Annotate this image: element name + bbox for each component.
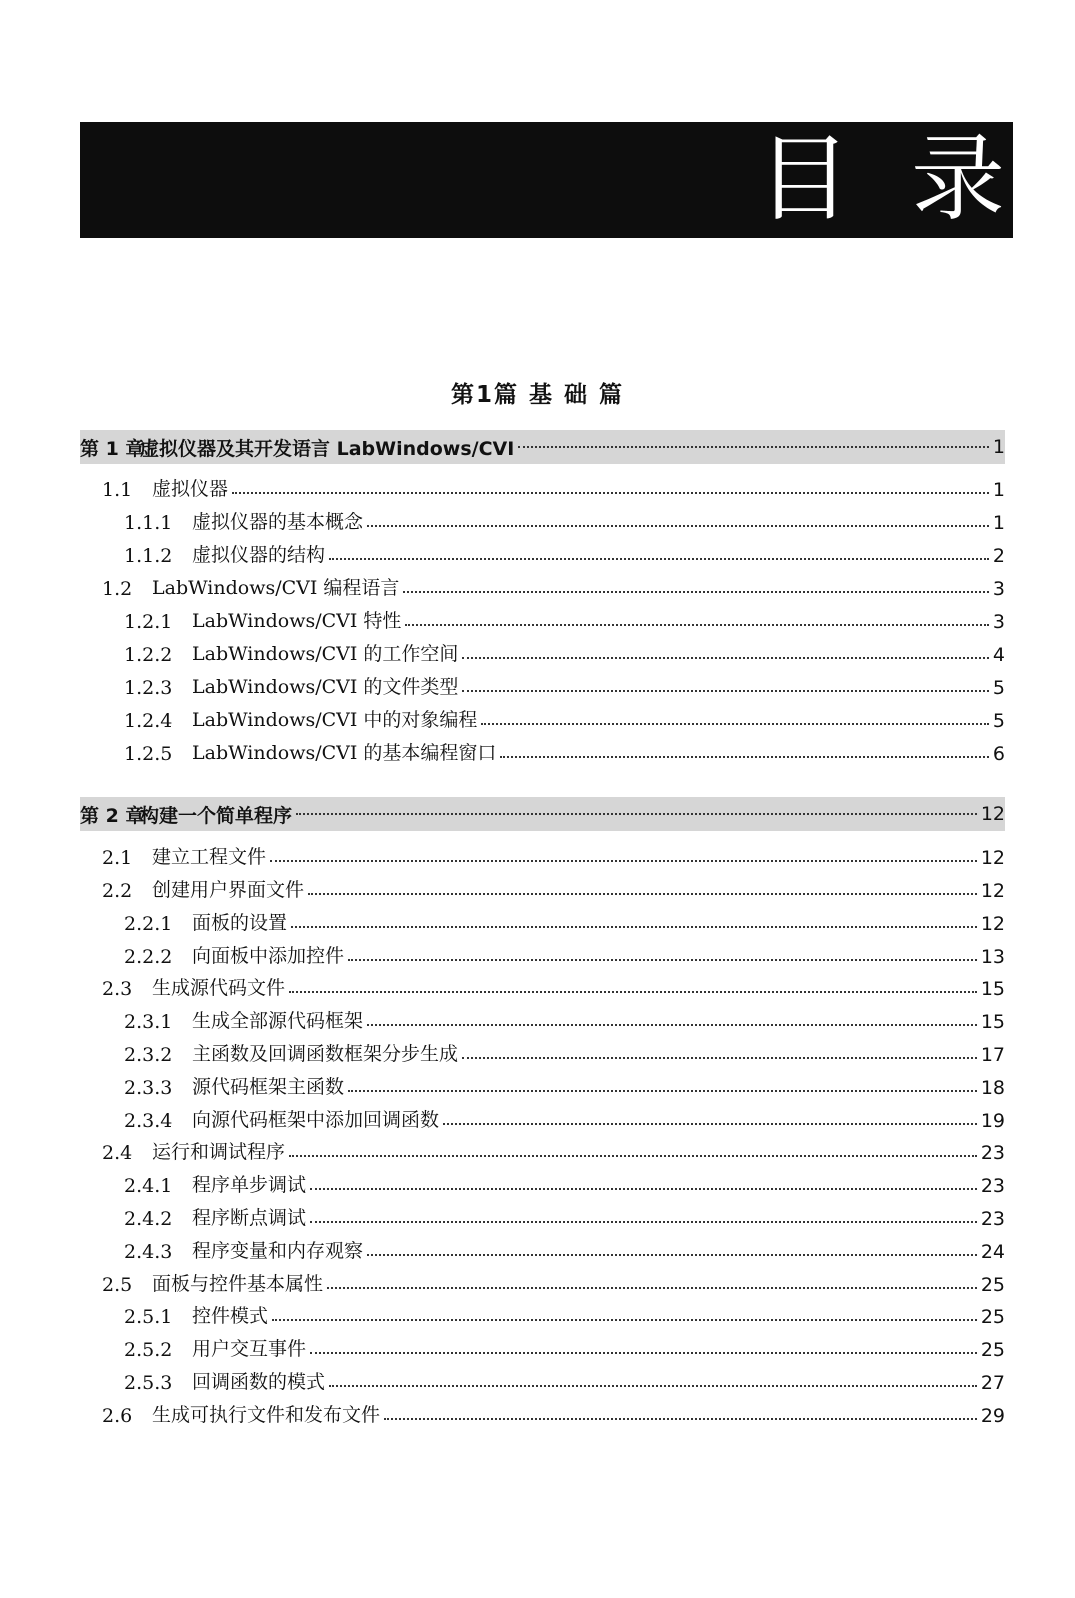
toc-page-number: 12 (980, 847, 1005, 869)
dot-leader (405, 624, 988, 626)
dot-leader (462, 690, 988, 692)
dot-leader (443, 1123, 977, 1125)
toc-entry-row[interactable] (80, 1266, 1005, 1296)
toc-page-number: 23 (980, 1208, 1005, 1230)
toc-entry-number: 2.4.2 (124, 1208, 173, 1230)
dot-leader (348, 959, 977, 961)
dot-leader (384, 1418, 977, 1420)
dot-leader (500, 756, 988, 758)
toc-entry-title: 面板与控件基本属性 (152, 1273, 324, 1295)
toc-chapter-row[interactable] (80, 430, 1005, 464)
toc-entry-title: 程序变量和内存观察 (192, 1240, 364, 1262)
toc-entry-row[interactable] (80, 471, 1005, 501)
toc-entry-row[interactable] (80, 1233, 1005, 1263)
toc-page-number: 12 (980, 913, 1005, 935)
toc-entry-title: 生成全部源代码框架 (192, 1010, 364, 1032)
toc-entry-title: 用户交互事件 (192, 1338, 307, 1360)
toc-entry-title: 构建一个简单程序 (140, 804, 293, 827)
toc-entry-number: 2.5.3 (124, 1372, 173, 1394)
toc-entry-title: 源代码框架主函数 (192, 1076, 345, 1098)
toc-page-number: 3 (992, 578, 1005, 600)
toc-entry-row[interactable] (80, 872, 1005, 902)
toc-entry-row[interactable] (80, 1298, 1005, 1328)
toc-entry-title: 运行和调试程序 (152, 1141, 286, 1163)
toc-entry-title: 创建用户界面文件 (152, 879, 305, 901)
toc-entry-row[interactable] (80, 839, 1005, 869)
toc-entry-number: 1.1.1 (124, 512, 173, 534)
toc-entry-row[interactable] (80, 669, 1005, 699)
toc-entry-title: 主函数及回调函数框架分步生成 (192, 1043, 459, 1065)
toc-entry-title: 回调函数的模式 (192, 1371, 326, 1393)
toc-entry-number: 1.1 (102, 479, 133, 501)
toc-entry-number: 1.2 (102, 578, 133, 600)
toc-entry-row[interactable] (80, 603, 1005, 633)
toc-entry-number: 1.2.3 (124, 677, 173, 699)
toc-entry-row[interactable] (80, 1134, 1005, 1164)
toc-entry-title: LabWindows/CVI 的文件类型 (192, 676, 459, 698)
toc-entry-number: 2.3.4 (124, 1110, 173, 1132)
dot-leader (367, 1254, 977, 1256)
toc-entry-row[interactable] (80, 702, 1005, 732)
toc-page-number: 5 (992, 710, 1005, 732)
toc-entry-title: 程序单步调试 (192, 1174, 307, 1196)
toc-entry-row[interactable] (80, 537, 1005, 567)
toc-page-number: 18 (980, 1077, 1005, 1099)
toc-entry-number: 2.6 (102, 1405, 133, 1427)
toc-entry-title: 虚拟仪器 (152, 478, 229, 500)
toc-entry-number: 1.1.2 (124, 545, 173, 567)
toc-entry-row[interactable] (80, 1167, 1005, 1197)
dot-leader (291, 926, 977, 928)
toc-page-number: 19 (980, 1110, 1005, 1132)
toc-page-number: 1 (992, 436, 1005, 458)
toc-entry-title: LabWindows/CVI 特性 (192, 610, 402, 632)
dot-leader (518, 446, 989, 448)
toc-entry-number: 2.4 (102, 1142, 133, 1164)
toc-entry-number: 2.2.1 (124, 913, 173, 935)
toc-entry-title: 控件模式 (192, 1305, 269, 1327)
toc-entry-number: 1.2.5 (124, 743, 173, 765)
toc-entry-row[interactable] (80, 735, 1005, 765)
toc-entry-row[interactable] (80, 570, 1005, 600)
toc-entry-row[interactable] (80, 938, 1005, 968)
toc-entry-row[interactable] (80, 1069, 1005, 1099)
dot-leader (272, 1319, 977, 1321)
dot-leader (327, 1287, 977, 1289)
toc-entry-title: 虚拟仪器的结构 (192, 544, 326, 566)
toc-entry-row[interactable] (80, 1364, 1005, 1394)
toc-entry-number: 1.2.1 (124, 611, 173, 633)
dot-leader (289, 991, 977, 993)
toc-entry-title: 建立工程文件 (152, 846, 267, 868)
toc-page-number: 12 (980, 803, 1005, 825)
toc-page-number: 24 (980, 1241, 1005, 1263)
toc-entry-row[interactable] (80, 636, 1005, 666)
toc-entry-number: 2.4.3 (124, 1241, 173, 1263)
dot-leader (310, 1352, 977, 1354)
toc-entry-title: 虚拟仪器的基本概念 (192, 511, 364, 533)
toc-entry-number: 2.5 (102, 1274, 133, 1296)
dot-leader (329, 558, 989, 560)
toc-entry-number: 第 1 章 (80, 437, 145, 460)
toc-entry-number: 2.3.3 (124, 1077, 173, 1099)
toc-entry-number: 2.5.2 (124, 1339, 173, 1361)
toc-page-number: 2 (992, 545, 1005, 567)
toc-page-number: 17 (980, 1044, 1005, 1066)
toc-entry-title: LabWindows/CVI 的工作空间 (192, 643, 459, 665)
toc-entry-row[interactable] (80, 1036, 1005, 1066)
dot-leader (270, 860, 977, 862)
toc-entry-number: 2.1 (102, 847, 133, 869)
toc-entry-number: 2.2.2 (124, 946, 173, 968)
toc-entry-number: 1.2.4 (124, 710, 173, 732)
dot-leader (296, 813, 977, 815)
toc-entry-row[interactable] (80, 1331, 1005, 1361)
toc-entry-row[interactable] (80, 1200, 1005, 1230)
toc-entry-title: 虚拟仪器及其开发语言 LabWindows/CVI (140, 437, 515, 460)
toc-entry-title: LabWindows/CVI 中的对象编程 (192, 709, 478, 731)
toc-entry-title: 面板的设置 (192, 912, 288, 934)
toc-page-number: 1 (992, 512, 1005, 534)
toc-page-number: 1 (992, 479, 1005, 501)
dot-leader (329, 1385, 977, 1387)
toc-page-number: 25 (980, 1339, 1005, 1361)
toc-page-number: 6 (992, 743, 1005, 765)
toc-entry-number: 2.2 (102, 880, 133, 902)
toc-page-number: 23 (980, 1175, 1005, 1197)
toc-page-number: 15 (980, 978, 1005, 1000)
toc-page-number: 5 (992, 677, 1005, 699)
toc-page-number: 12 (980, 880, 1005, 902)
toc-entry-title: LabWindows/CVI 的基本编程窗口 (192, 742, 497, 764)
toc-entry-number: 2.3.1 (124, 1011, 173, 1033)
dot-leader (232, 492, 989, 494)
contents-title: 目录 (756, 125, 1065, 234)
toc-entry-row[interactable] (80, 970, 1005, 1000)
toc-entry-row[interactable] (80, 1397, 1005, 1427)
toc-entry-title: 程序断点调试 (192, 1207, 307, 1229)
toc-entry-title: 生成源代码文件 (152, 977, 286, 999)
dot-leader (348, 1090, 977, 1092)
toc-entry-number: 1.2.2 (124, 644, 173, 666)
toc-entry-row[interactable] (80, 905, 1005, 935)
dot-leader (403, 591, 988, 593)
toc-entry-title: 向面板中添加控件 (192, 945, 345, 967)
toc-page-number: 3 (992, 611, 1005, 633)
toc-entry-number: 2.3 (102, 978, 133, 1000)
toc-page-number: 27 (980, 1372, 1005, 1394)
toc-entry-number: 2.5.1 (124, 1306, 173, 1328)
dot-leader (310, 1188, 977, 1190)
toc-page-number: 25 (980, 1274, 1005, 1296)
toc-entry-title: 向源代码框架中添加回调函数 (192, 1109, 440, 1131)
part-title: 第1篇 基 础 篇 (450, 382, 625, 408)
toc-chapter-row[interactable] (80, 797, 1005, 831)
toc-page-number: 29 (980, 1405, 1005, 1427)
dot-leader (310, 1221, 977, 1223)
dot-leader (462, 657, 988, 659)
toc-entry-row[interactable] (80, 504, 1005, 534)
contents-banner (80, 122, 1065, 238)
dot-leader (367, 525, 989, 527)
dot-leader (481, 723, 988, 725)
toc-entry-number: 第 2 章 (80, 804, 145, 827)
dot-leader (289, 1155, 977, 1157)
toc-page-number: 23 (980, 1142, 1005, 1164)
toc-page-number: 13 (980, 946, 1005, 968)
toc-entry-title: LabWindows/CVI 编程语言 (152, 577, 400, 599)
toc-entry-title: 生成可执行文件和发布文件 (152, 1404, 381, 1426)
toc-entry-row[interactable] (80, 1102, 1005, 1132)
dot-leader (308, 893, 977, 895)
toc-page-number: 25 (980, 1306, 1005, 1328)
dot-leader (367, 1024, 977, 1026)
toc-entry-row[interactable] (80, 1003, 1005, 1033)
toc-entry-number: 2.3.2 (124, 1044, 173, 1066)
toc-page-number: 4 (992, 644, 1005, 666)
dot-leader (462, 1057, 977, 1059)
toc-page-number: 15 (980, 1011, 1005, 1033)
toc-entry-number: 2.4.1 (124, 1175, 173, 1197)
